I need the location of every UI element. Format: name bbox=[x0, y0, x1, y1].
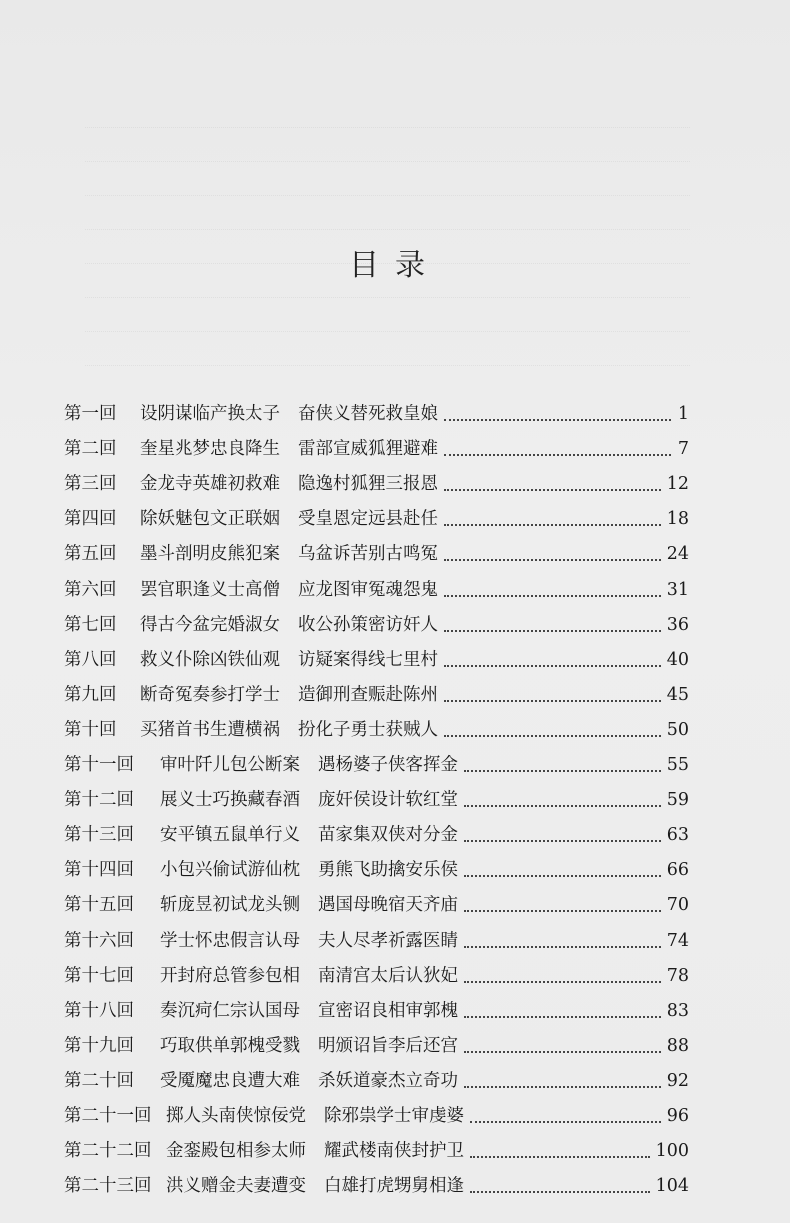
page-number: 31 bbox=[666, 579, 689, 600]
dot-leader bbox=[444, 665, 661, 667]
dot-leader bbox=[464, 1086, 661, 1088]
toc-row[interactable] bbox=[64, 916, 689, 951]
chapter-title-first-half: 开封府总管参包相 bbox=[160, 965, 300, 986]
toc-row[interactable] bbox=[64, 425, 689, 460]
page-number: 66 bbox=[666, 860, 689, 881]
dot-leader bbox=[464, 1016, 661, 1018]
chapter-title-second-half: 应龙图审冤魂怨鬼 bbox=[298, 579, 438, 600]
chapter-title-second-half: 奋侠义替死救皇娘 bbox=[298, 404, 438, 425]
toc-row[interactable] bbox=[64, 1057, 689, 1092]
chapter-number: 第二十二回 bbox=[64, 1141, 152, 1162]
dot-leader bbox=[444, 700, 661, 702]
chapter-number: 第十六回 bbox=[64, 930, 134, 951]
chapter-title-second-half: 隐逸村狐狸三报恩 bbox=[298, 474, 438, 495]
toc-row[interactable] bbox=[64, 565, 689, 600]
page-number: 104 bbox=[655, 1176, 689, 1197]
chapter-number: 第四回 bbox=[64, 509, 117, 530]
page-number: 100 bbox=[655, 1141, 689, 1162]
chapter-title-second-half: 宣密诏良相审郭槐 bbox=[318, 1000, 458, 1021]
dot-leader bbox=[470, 1121, 661, 1123]
chapter-title-second-half: 雷部宣威狐狸避难 bbox=[298, 439, 438, 460]
page-number: 45 bbox=[666, 684, 689, 705]
chapter-title-first-half: 奏沉疴仁宗认国母 bbox=[160, 1000, 300, 1021]
dot-leader bbox=[444, 489, 661, 491]
chapter-title-first-half: 学士怀忠假言认母 bbox=[160, 930, 300, 951]
dot-leader bbox=[444, 454, 671, 456]
chapter-title-second-half: 明颁诏旨李后还宫 bbox=[318, 1035, 458, 1056]
page-number: 50 bbox=[666, 719, 689, 740]
dot-leader bbox=[444, 595, 661, 597]
page-number: 55 bbox=[666, 755, 689, 776]
dot-leader bbox=[444, 419, 671, 421]
chapter-title-second-half: 造御刑查赈赴陈州 bbox=[298, 684, 438, 705]
chapter-number: 第十四回 bbox=[64, 860, 134, 881]
toc-row[interactable] bbox=[64, 846, 689, 881]
chapter-title-second-half: 勇熊飞助擒安乐侯 bbox=[318, 860, 458, 881]
chapter-number: 第二十回 bbox=[64, 1070, 134, 1091]
chapter-title-second-half: 除邪祟学士审虔婆 bbox=[324, 1105, 464, 1126]
chapter-title-second-half: 白雄打虎甥舅相逢 bbox=[324, 1176, 464, 1197]
page-number: 92 bbox=[666, 1070, 689, 1091]
toc-row[interactable] bbox=[64, 460, 689, 495]
toc-row[interactable] bbox=[64, 390, 689, 425]
page-number: 88 bbox=[666, 1035, 689, 1056]
toc-row[interactable] bbox=[64, 987, 689, 1022]
chapter-number: 第十八回 bbox=[64, 1000, 134, 1021]
toc-row[interactable] bbox=[64, 811, 689, 846]
chapter-number: 第十九回 bbox=[64, 1035, 134, 1056]
dot-leader bbox=[444, 630, 661, 632]
chapter-number: 第一回 bbox=[64, 404, 117, 425]
toc-row[interactable] bbox=[64, 776, 689, 811]
chapter-number: 第二十一回 bbox=[64, 1105, 152, 1126]
dot-leader bbox=[444, 524, 661, 526]
dot-leader bbox=[464, 981, 661, 983]
chapter-title-first-half: 安平镇五鼠单行义 bbox=[160, 825, 300, 846]
page-number: 1 bbox=[677, 404, 689, 425]
toc-row[interactable] bbox=[64, 1162, 689, 1197]
chapter-title-first-half: 审叶阡儿包公断案 bbox=[160, 755, 300, 776]
page-number: 18 bbox=[666, 509, 689, 530]
page-number: 12 bbox=[666, 474, 689, 495]
chapter-number: 第十七回 bbox=[64, 965, 134, 986]
chapter-title-second-half: 南清宫太后认狄妃 bbox=[318, 965, 458, 986]
chapter-title-second-half: 受皇恩定远县赴任 bbox=[298, 509, 438, 530]
bleed-through-texture bbox=[85, 96, 690, 368]
toc-row[interactable] bbox=[64, 671, 689, 706]
dot-leader bbox=[464, 840, 661, 842]
toc-row[interactable] bbox=[64, 530, 689, 565]
page-number: 96 bbox=[666, 1105, 689, 1126]
toc-row[interactable] bbox=[64, 706, 689, 741]
chapter-title-second-half: 遇杨婆子侠客挥金 bbox=[318, 755, 458, 776]
page-number: 83 bbox=[666, 1000, 689, 1021]
chapter-title-first-half: 掷人头南侠惊佞党 bbox=[166, 1105, 306, 1126]
table-of-contents bbox=[64, 390, 689, 1197]
chapter-number: 第十二回 bbox=[64, 790, 134, 811]
toc-row[interactable] bbox=[64, 1127, 689, 1162]
dot-leader bbox=[444, 559, 661, 561]
page-number: 78 bbox=[666, 965, 689, 986]
toc-row[interactable] bbox=[64, 1022, 689, 1057]
dot-leader bbox=[464, 1051, 661, 1053]
chapter-title-second-half: 收公孙策密访奸人 bbox=[298, 614, 438, 635]
chapter-number: 第十三回 bbox=[64, 825, 134, 846]
toc-row[interactable] bbox=[64, 741, 689, 776]
chapter-title-first-half: 金龙寺英雄初救难 bbox=[140, 474, 280, 495]
dot-leader bbox=[470, 1191, 650, 1193]
chapter-number: 第二十三回 bbox=[64, 1176, 152, 1197]
page-number: 24 bbox=[666, 544, 689, 565]
dot-leader bbox=[464, 805, 661, 807]
dot-leader bbox=[444, 735, 661, 737]
dot-leader bbox=[464, 875, 661, 877]
chapter-number: 第七回 bbox=[64, 614, 117, 635]
chapter-title-first-half: 得古今盆完婚淑女 bbox=[140, 614, 280, 635]
chapter-number: 第五回 bbox=[64, 544, 117, 565]
toc-row[interactable] bbox=[64, 1092, 689, 1127]
chapter-title-second-half: 扮化子勇士获贼人 bbox=[298, 719, 438, 740]
chapter-title-first-half: 金銮殿包相参太师 bbox=[166, 1141, 306, 1162]
page-number: 59 bbox=[666, 790, 689, 811]
toc-row[interactable] bbox=[64, 881, 689, 916]
dot-leader bbox=[470, 1156, 650, 1158]
chapter-number: 第二回 bbox=[64, 439, 117, 460]
chapter-title-second-half: 苗家集双侠对分金 bbox=[318, 825, 458, 846]
chapter-title-second-half: 庞奸侯设计软红堂 bbox=[318, 790, 458, 811]
chapter-title-first-half: 巧取供单郭槐受戮 bbox=[160, 1035, 300, 1056]
chapter-title-first-half: 展义士巧换藏春酒 bbox=[160, 790, 300, 811]
chapter-title-second-half: 乌盆诉苦别古鸣冤 bbox=[298, 544, 438, 565]
chapter-number: 第三回 bbox=[64, 474, 117, 495]
dot-leader bbox=[464, 910, 661, 912]
chapter-title-first-half: 买猪首书生遭横祸 bbox=[140, 719, 280, 740]
chapter-title-first-half: 救义仆除凶铁仙观 bbox=[140, 649, 280, 670]
page-number: 74 bbox=[666, 930, 689, 951]
chapter-title-first-half: 斩庞昱初试龙头铡 bbox=[160, 895, 300, 916]
page-number: 7 bbox=[677, 439, 689, 460]
chapter-title-first-half: 断奇冤奏参打学士 bbox=[140, 684, 280, 705]
chapter-title-second-half: 耀武楼南侠封护卫 bbox=[324, 1141, 464, 1162]
page-title: 目录 bbox=[349, 248, 441, 283]
chapter-title-first-half: 除妖魅包文正联姻 bbox=[140, 509, 280, 530]
chapter-title-second-half: 访疑案得线七里村 bbox=[298, 649, 438, 670]
chapter-title-first-half: 受魇魔忠良遭大难 bbox=[160, 1070, 300, 1091]
chapter-number: 第六回 bbox=[64, 579, 117, 600]
chapter-title-first-half: 罢官职逢义士高僧 bbox=[140, 579, 280, 600]
toc-row[interactable] bbox=[64, 636, 689, 671]
chapter-number: 第八回 bbox=[64, 649, 117, 670]
chapter-number: 第九回 bbox=[64, 684, 117, 705]
chapter-title-first-half: 墨斗剖明皮熊犯案 bbox=[140, 544, 280, 565]
dot-leader bbox=[464, 946, 661, 948]
chapter-number: 第十五回 bbox=[64, 895, 134, 916]
chapter-title-second-half: 遇国母晚宿天齐庙 bbox=[318, 895, 458, 916]
toc-row[interactable] bbox=[64, 495, 689, 530]
chapter-title-first-half: 奎星兆梦忠良降生 bbox=[140, 439, 280, 460]
chapter-title-second-half: 杀妖道豪杰立奇功 bbox=[318, 1070, 458, 1091]
page-number: 70 bbox=[666, 895, 689, 916]
dot-leader bbox=[464, 770, 661, 772]
page-number: 40 bbox=[666, 649, 689, 670]
chapter-number: 第十一回 bbox=[64, 755, 134, 776]
chapter-title-first-half: 小包兴偷试游仙枕 bbox=[160, 860, 300, 881]
page-number: 36 bbox=[666, 614, 689, 635]
chapter-title-first-half: 洪义赠金夫妻遭变 bbox=[166, 1176, 306, 1197]
toc-row[interactable] bbox=[64, 952, 689, 987]
chapter-title-second-half: 夫人尽孝祈露医睛 bbox=[318, 930, 458, 951]
toc-row[interactable] bbox=[64, 601, 689, 636]
chapter-title-first-half: 设阴谋临产换太子 bbox=[140, 404, 280, 425]
page-number: 63 bbox=[666, 825, 689, 846]
chapter-number: 第十回 bbox=[64, 719, 117, 740]
